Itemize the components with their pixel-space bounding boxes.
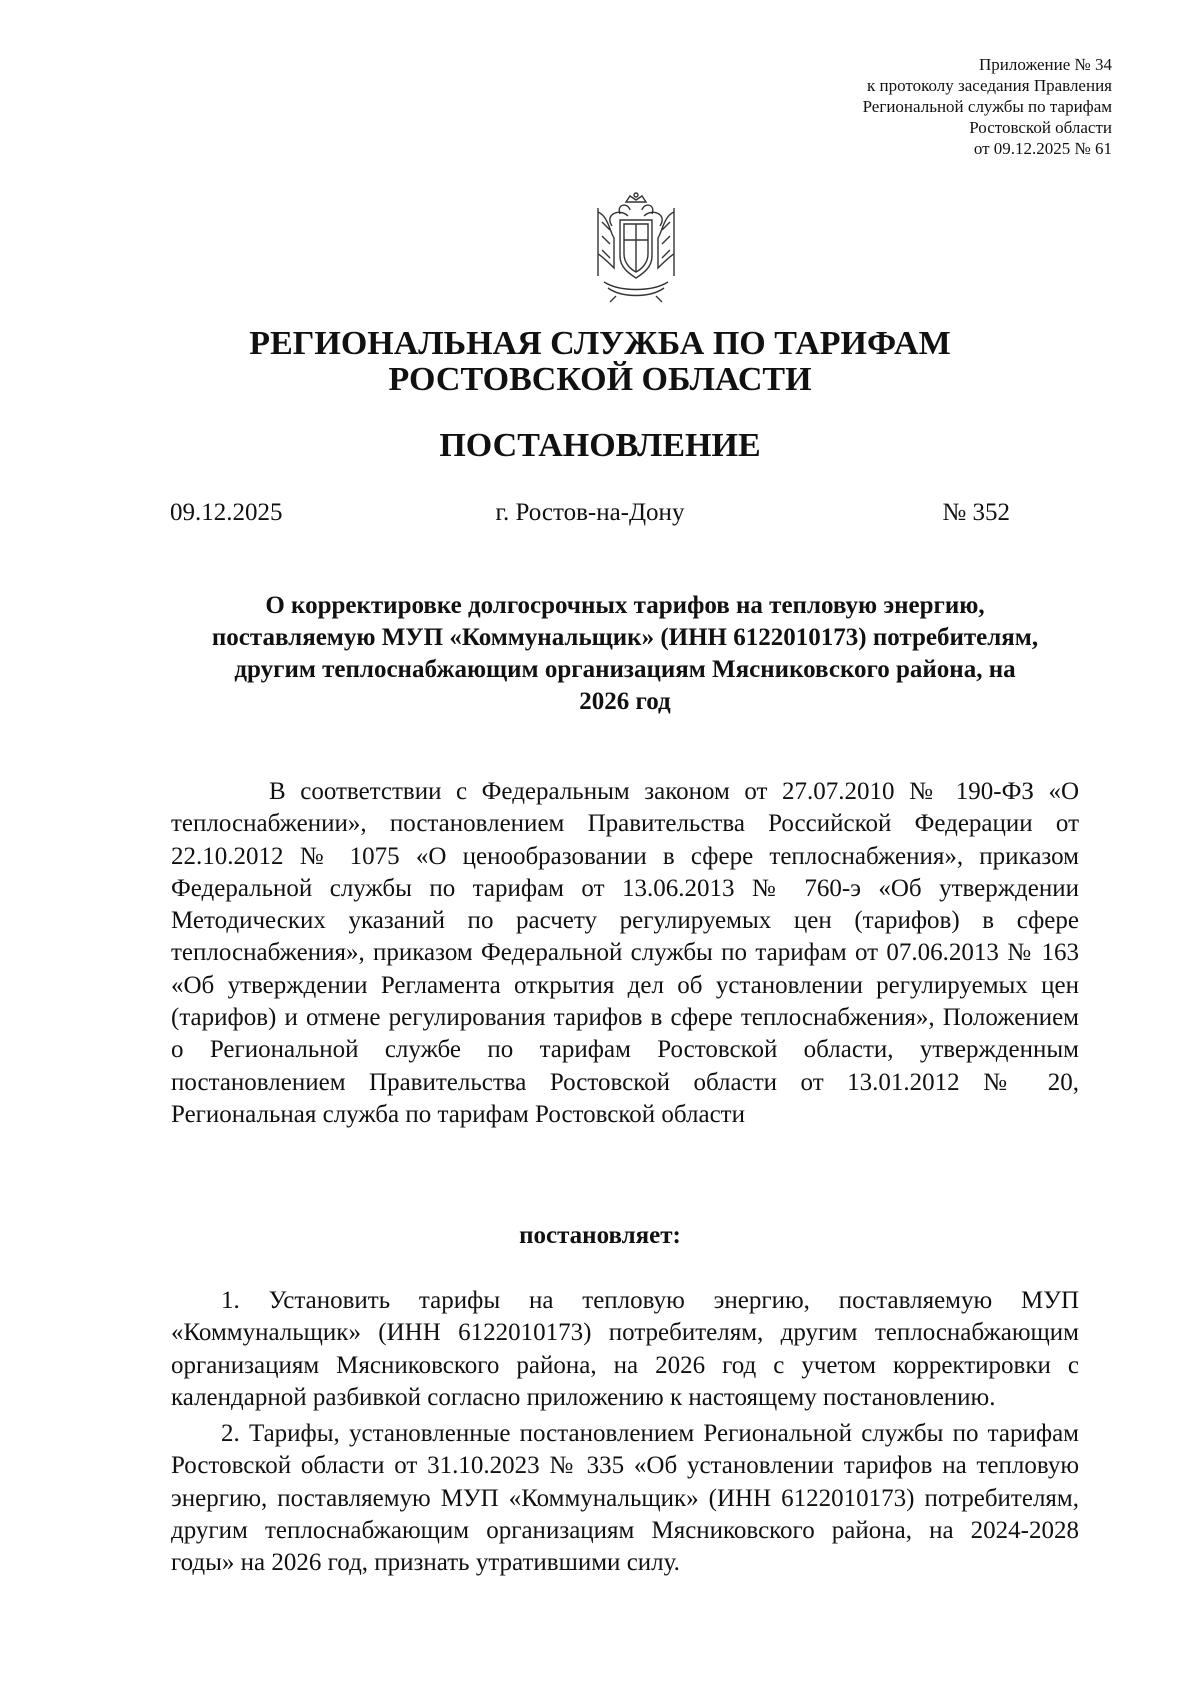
appendix-line: к протоколу заседания Правления (867, 76, 1112, 95)
document-date: 09.12.2025 (170, 499, 283, 526)
title-line: поставляемую МУП «Коммунальщик» (ИНН 6122010173) потребителям, (211, 624, 1039, 651)
appendix-line: от 09.12.2025 № 61 (973, 139, 1112, 158)
document-city: г. Ростов-на-Дону (495, 499, 685, 526)
appendix-line: Региональной службы по тарифам (862, 97, 1112, 116)
resolution-items (171, 1285, 1079, 1584)
appendix-note (863, 54, 1112, 159)
organization-name (0, 326, 1200, 398)
appendix-line: Ростовской области (969, 118, 1112, 137)
preamble-paragraph: В соответствии с Федеральным законом от 27.07.2010 № 190-ФЗ «О теплоснабжении», постановлением Правительства Российской Федерации от 22.10.2012 № 1075 «О ценообразовании в сфере теплоснабжения», приказом Федеральной службы по тарифам от 13.06.2013 № 760-э «Об утверждении Методических указаний по расчету регулируемых цен (тарифов) в сфере теплоснабжения», приказом Федеральной службы по тарифам от 07.06.2013 № 163 «Об утверждении Регламента открытия дел об установлении регулируемых цен (тарифов) и отмене регулирования тарифов в сфере теплоснабжения», Положением о Региональной службе по тарифам Ростовской области, утвержденным постановлением Правительства Ростовской области от 13.01.2012 № 20, Региональная служба по тарифам Ростовской области (171, 778, 1079, 1128)
document-title (150, 590, 1100, 718)
document-meta (170, 497, 1010, 529)
resolution-item-1: 1. Установить тарифы на тепловую энергию, поставляемую МУП «Коммунальщик» (ИНН 6122010173) потребителям, другим теплоснабжающим организациям Мясниковского района, на 2026 год с учетом корректировки с календарной разбивкой согласно приложению к настоящему постановлению. (171, 1287, 1079, 1411)
resolution-item-2: 2. Тарифы, установленные постановлением Региональной службы по тарифам Ростовской области от 31.10.2023 № 335 «Об установлении тарифов на тепловую энергию, поставляемую МУП «Коммунальщик» (ИНН 6122010173) потребителям, другим теплоснабжающим организациям Мясниковского района, на 2024-2028 годы» на 2026 год, признать утратившими силу. (171, 1420, 1079, 1577)
appendix-line: Приложение № 34 (979, 55, 1112, 74)
coat-of-arms-icon (590, 192, 682, 304)
organization-line-1: РЕГИОНАЛЬНАЯ СЛУЖБА ПО ТАРИФАМ (249, 325, 951, 362)
title-line: 2026 год (579, 688, 671, 715)
resolves-heading: постановляет: (519, 1222, 681, 1249)
title-line: другим теплоснабжающим организациям Мясниковского района, на (234, 656, 1016, 683)
document-number: № 352 (942, 499, 1010, 526)
organization-line-2: РОСТОВСКОЙ ОБЛАСТИ (388, 361, 812, 398)
title-line: О корректировке долгосрочных тарифов на тепловую энергию, (265, 592, 985, 619)
document-type: ПОСТАНОВЛЕНИЕ (439, 427, 761, 464)
